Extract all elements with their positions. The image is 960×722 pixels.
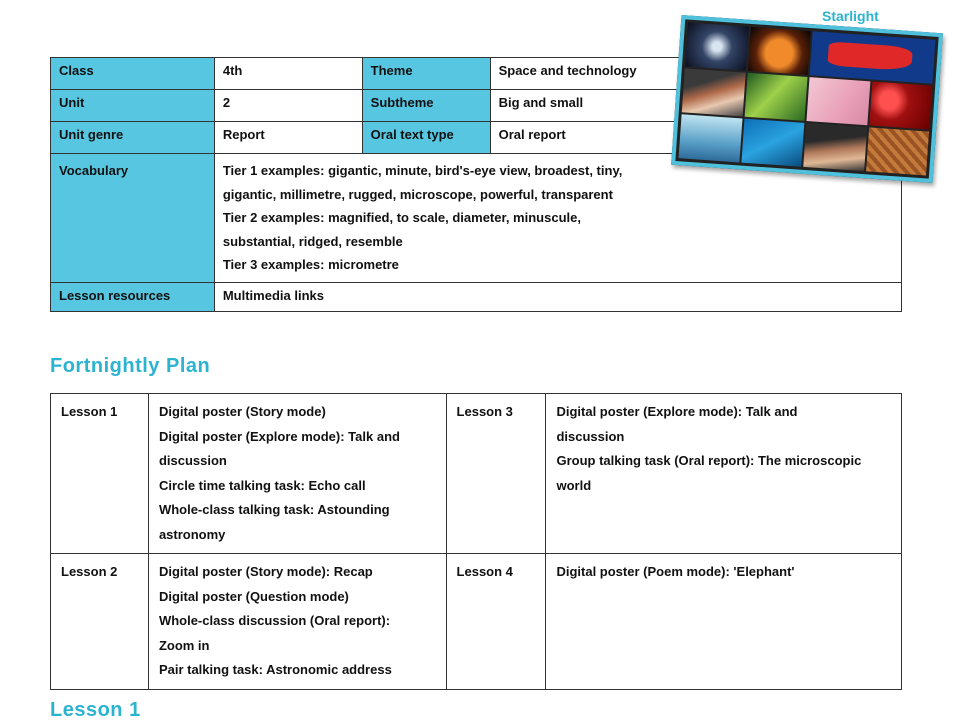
unit-genre-label: Unit genre xyxy=(51,122,215,154)
galaxy-image xyxy=(685,23,748,71)
brand-label: Starlight xyxy=(822,8,879,24)
table-row xyxy=(51,554,902,690)
activity-line: world xyxy=(556,477,592,493)
girl-portrait-image xyxy=(803,123,866,171)
fingertip-image xyxy=(806,77,869,125)
table-row xyxy=(51,282,902,311)
lesson-resources-value: Multimedia links xyxy=(214,282,901,311)
theme-value: Space and technology xyxy=(490,58,901,90)
activity-line: Digital poster (Poem mode): 'Elephant' xyxy=(556,564,795,579)
theme-label: Theme xyxy=(362,58,490,90)
lesson-3-activities xyxy=(546,394,902,554)
lesson-1-heading: Lesson 1 xyxy=(50,699,141,721)
fortnightly-plan-table xyxy=(50,393,902,690)
lesson-4-label: Lesson 4 xyxy=(446,554,546,690)
subtheme-value: Big and small xyxy=(490,90,901,122)
activity-line: Digital poster (Question mode) xyxy=(158,588,349,604)
lesson-1-label: Lesson 1 xyxy=(51,394,149,554)
lesson-2-activities xyxy=(148,554,446,690)
fortnightly-plan-heading: Fortnightly Plan xyxy=(50,355,211,377)
activity-line: Digital poster (Story mode) xyxy=(158,404,326,419)
activity-line: Digital poster (Story mode): Recap xyxy=(158,564,373,579)
table-row xyxy=(51,394,902,554)
oral-text-type-label: Oral text type xyxy=(362,122,490,154)
vocabulary-line: Tier 3 examples: micrometre xyxy=(222,257,399,272)
lesson-3-label: Lesson 3 xyxy=(446,394,546,554)
vocabulary-line: gigantic, millimetre, rugged, microscope, powerful, transparent xyxy=(222,186,613,202)
table-row xyxy=(51,154,902,283)
vocabulary-line: Tier 1 examples: gigantic, minute, bird's-eye view, broadest, tiny, xyxy=(222,163,623,178)
vocabulary-line: substantial, ridged, resemble xyxy=(222,233,403,249)
activity-line: discussion xyxy=(556,428,625,444)
unit-label: Unit xyxy=(51,90,215,122)
unit-genre-value: Report xyxy=(214,122,362,154)
activity-line: Group talking task (Oral report): The microscopic xyxy=(556,453,862,468)
class-value: 4th xyxy=(214,58,362,90)
wood-texture-image xyxy=(866,127,929,175)
usa-map-image xyxy=(810,31,936,83)
blood-cells-image xyxy=(869,81,932,129)
vocabulary-line: Tier 2 examples: magnified, to scale, diameter, minuscule, xyxy=(222,210,581,225)
girl-photo xyxy=(682,68,745,116)
activity-line: Whole-class discussion (Oral report): xyxy=(158,613,391,628)
oral-text-type-value: Oral report xyxy=(490,122,901,154)
unit-value: 2 xyxy=(214,90,362,122)
activity-line: Pair talking task: Astronomic address xyxy=(158,662,392,677)
subtheme-label: Subtheme xyxy=(362,90,490,122)
vocabulary-label: Vocabulary xyxy=(51,154,215,283)
leaf-macro-image xyxy=(744,73,807,121)
lesson-1-activities xyxy=(148,394,446,554)
lesson-resources-label: Lesson resources xyxy=(51,282,215,311)
planet-image xyxy=(747,27,810,75)
activity-line: Whole-class talking task: Astounding xyxy=(158,502,390,517)
activity-line: astronomy xyxy=(158,526,226,542)
activity-line: Digital poster (Explore mode): Talk and xyxy=(158,428,400,444)
class-label: Class xyxy=(51,58,215,90)
lighthouse-image xyxy=(679,114,742,162)
activity-line: discussion xyxy=(158,453,227,468)
lesson-4-activities xyxy=(546,554,902,690)
lesson-2-label: Lesson 2 xyxy=(51,554,149,690)
activity-line: Zoom in xyxy=(158,637,210,653)
photo-collage xyxy=(671,15,943,183)
activity-line: Circle time talking task: Echo call xyxy=(158,477,366,493)
activity-line: Digital poster (Explore mode): Talk and xyxy=(556,404,798,419)
water-image xyxy=(741,119,804,167)
